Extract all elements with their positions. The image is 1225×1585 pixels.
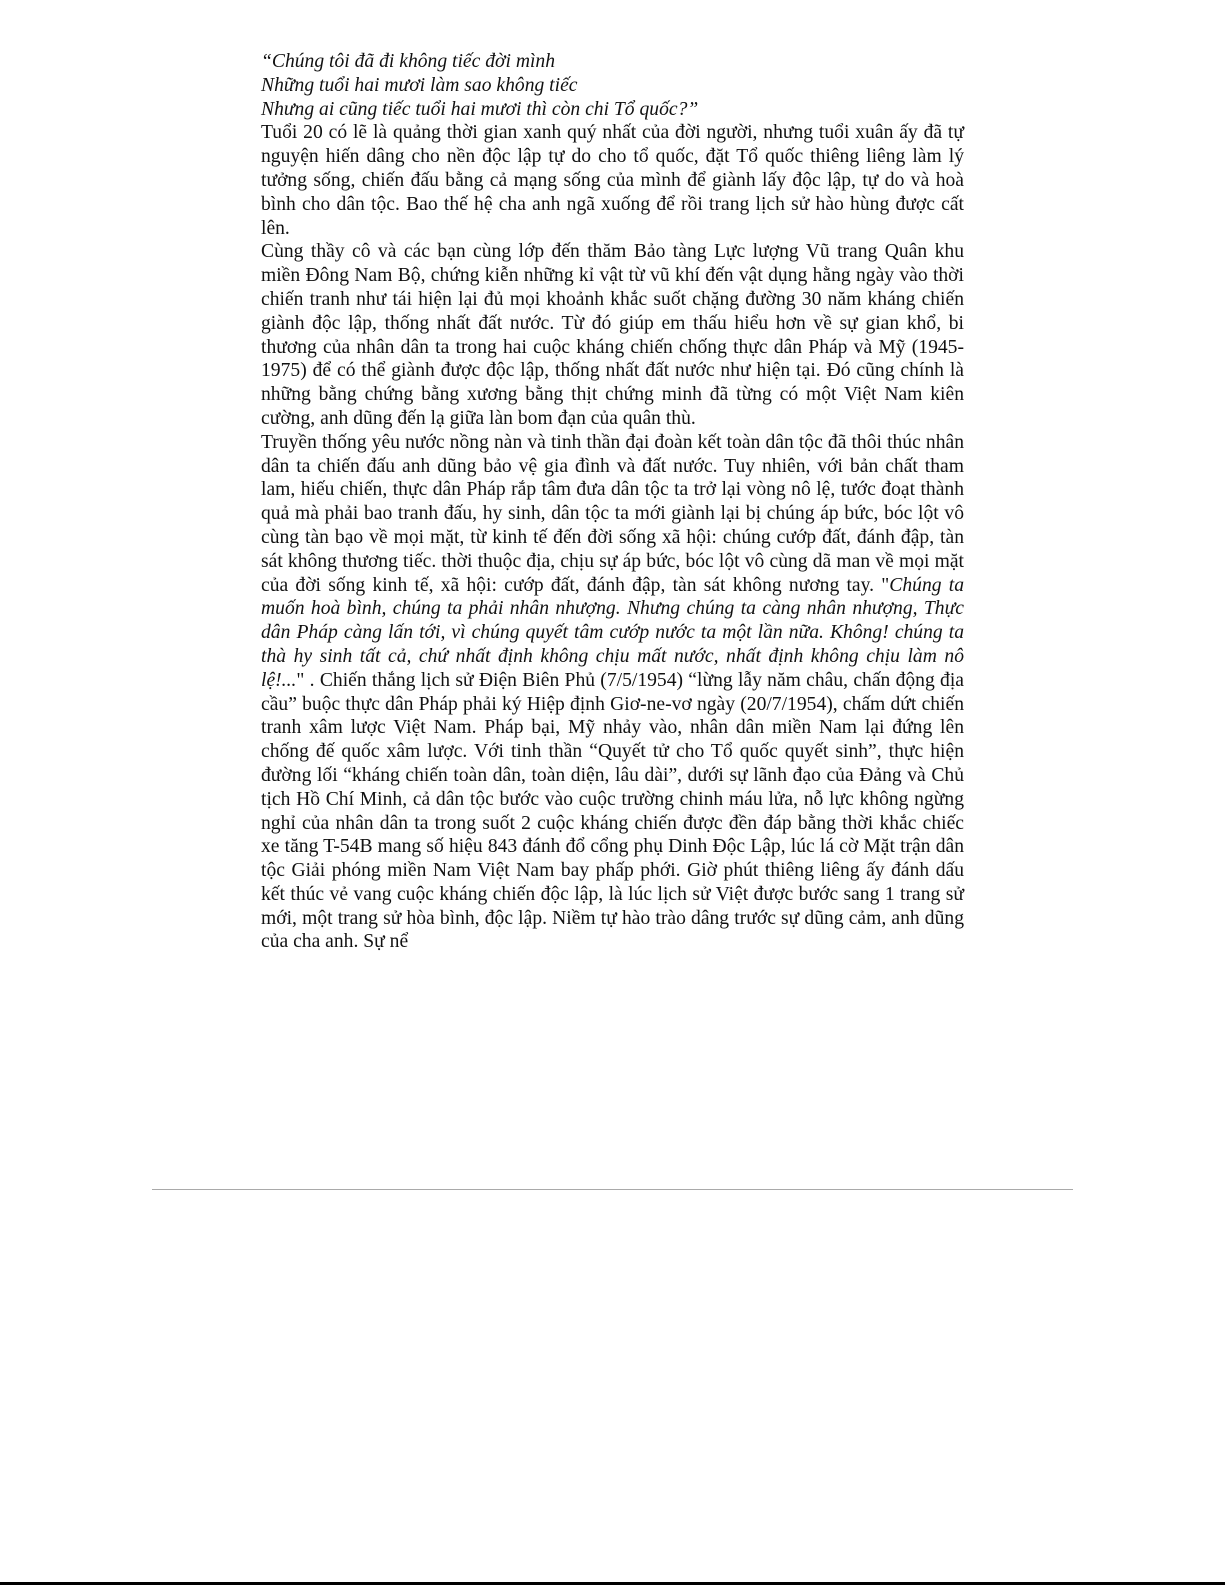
paragraph-patriotism [261, 431, 964, 955]
poem-line-1: “Chúng tôi đã đi không tiếc đời mình [261, 51, 556, 72]
page-separator-line [152, 1189, 1073, 1190]
paragraph-patriotism-continuation: " . Chiến thắng lịch sử Điện Biên Phủ (7/5/1954) “lừng lẫy năm châu, chấn động địa cầu” buộc thực dân Pháp phải ký Hiệp định Giơ-ne-vơ ngày (20/7/1954), chấm dứt chiến tranh xâm lược Việt Nam. Pháp bại, Mỹ nhảy vào, nhân dân miền Nam lại đứng lên chống đế quốc xâm lược. Với tinh thần “Quyết tử cho Tổ quốc quyết sinh”, thực hiện đường lối “kháng chiến toàn dân, toàn diện, lâu dài”, dưới sự lãnh đạo của Đảng và Chủ tịch Hồ Chí Minh, cả dân tộc bước vào cuộc trường chinh máu lửa, nỗ lực không ngừng nghỉ của nhân dân ta trong suốt 2 cuộc kháng chiến được đền đáp bằng thời khắc chiếc xe tăng T-54B mang số hiệu 843 đánh đổ cổng phụ Dinh Độc Lập, lúc lá cờ Mặt trận dân tộc Giải phóng miền Nam Việt Nam bay phấp phới. Giờ phút thiêng liêng ấy đánh dấu kết thúc vẻ vang cuộc kháng chiến độc lập, là lúc lịch sử Việt được bước sang 1 trang sử mới, một trang sử hòa bình, độc lập. Niềm tự hào trào dâng trước sự dũng cảm, anh dũng của cha anh. Sự nể [261, 669, 964, 953]
poem-line-2: Những tuổi hai mươi làm sao không tiếc [261, 74, 578, 96]
paragraph-youth: Tuổi 20 có lẽ là quảng thời gian xanh quý nhất của đời người, nhưng tuổi xuân ấy đã tự nguyện hiến dâng cho nền độc lập tự do cho tổ quốc, đặt Tổ quốc thiêng liêng làm lý tưởng sống, chiến đấu bằng cả mạng sống của mình để giành lấy độc lập, tự do và hoà bình cho dân tộc. Bao thế hệ cha anh ngã xuống để rồi trang lịch sử hào hùng được cất lên. [261, 122, 964, 239]
poem-quote [261, 50, 964, 121]
poem-line-3: Nhưng ai cũng tiếc tuổi hai mươi thì còn chi Tổ quốc?” [261, 98, 699, 120]
ho-chi-minh-quote: Chúng ta muốn hoà bình, chúng ta phải nhân nhượng. Nhưng chúng ta càng nhân nhượng, Thực dân Pháp càng lấn tới, vì chúng quyết tâm cướp nước ta một lần nữa. Không! chúng ta thà hy sinh tất cả, chứ nhất định không chịu mất nước, nhất định không chịu làm nô lệ!... [261, 574, 964, 691]
paragraph-museum-visit: Cùng thầy cô và các bạn cùng lớp đến thăm Bảo tàng Lực lượng Vũ trang Quân khu miền Đông Nam Bộ, chứng kiễn những kỉ vật từ vũ khí đến vật dụng hằng ngày vào thời chiến tranh như tái hiện lại đủ mọi khoảnh khắc suốt chặng đường 30 năm kháng chiến giành độc lập, thống nhất đất nước. Từ đó giúp em thấu hiểu hơn về sự gian khổ, bi thương của nhân dân ta trong hai cuộc kháng chiến chống thực dân Pháp và Mỹ (1945-1975) để có thể giành được độc lập, thống nhất đất nước như hiện tại. Đó cũng chính là những bằng chứng bằng xương bằng thịt chứng minh đã từng có một Việt Nam kiên cường, anh dũng đến lạ giữa làn bom đạn của quân thù. [261, 241, 964, 429]
paragraph-patriotism-intro: Truyền thống yêu nước nồng nàn và tinh thần đại đoàn kết toàn dân tộc đã thôi thúc nhân dân ta chiến đấu anh dũng bảo vệ gia đình và đất nước. Tuy nhiên, với bản chất tham lam, hiếu chiến, thực dân Pháp rắp tâm đưa dân tộc ta trở lại vòng nô lệ, tước đoạt thành quả mà phải bao tranh đấu, hy sinh, dân tộc ta mới giành lại bị chúng áp bức, bóc lột vô cùng tàn bạo về mọi mặt, từ kinh tế đến đời sống xã hội: chúng cướp đất, đánh đập, tàn sát không thương tiếc. thời thuộc địa, chịu sự áp bức, bóc lột vô cùng dã man về mọi mặt của đời sống kinh tế, xã hội: cướp đất, đánh đập, tàn sát không nương tay. " [261, 431, 964, 596]
body-text [261, 50, 964, 954]
